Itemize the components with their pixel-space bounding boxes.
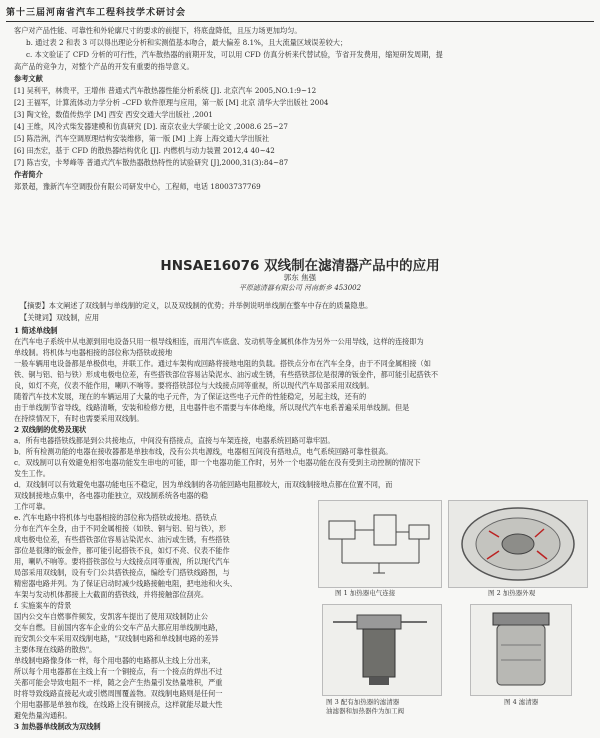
text-line: e. 汽车电路中将机体与电器相接的部位称为搭铁或接地。搭铁点 [14, 513, 217, 522]
text-line: 主要体现在线路的散热"。 [14, 645, 97, 654]
section-heading: 2 双线制的优势及现状 [14, 425, 87, 434]
text-line: d．双线制可以有效避免电器功能电压不稳定，因为单线制的各功能回路电阻都较大，而双线制接地点都在位置不同，而 [14, 480, 393, 489]
text-line: 由于单线制节省导线，线路清晰，安装和检修方便，且电器件也不需要与车体绝缘，所以现代汽车电系普遍采用单线制。但是 [14, 403, 410, 412]
figure-heater-photo [448, 500, 588, 588]
text-line: 分布在汽车全身，由于不同金属相接（如铁、铜与铝、铅与铁），形 [14, 524, 227, 533]
figure-caption: 图 1 加热器电气连接 [335, 589, 396, 597]
text-line: 铁、铜与铝、铅与铁）形成电极电位差，有些搭铁部位容易沾染泥水、油污或生锈，有些搭铁部位是很薄的钣金件，都可能引起搭铁不 [14, 370, 439, 379]
paper-title: HNSAE16076 双线制在滤清器产品中的应用 [160, 258, 440, 274]
wiring-diagram-svg [319, 501, 441, 587]
filter-illustration [323, 605, 441, 695]
text-line: c．双线制可以有效避免相邻电器功能发生串电的可能，即一个电器功能工作时，另外一个电器功能在没有受到主动控制的情况下 [14, 458, 421, 467]
text-line: 局部采用双线制，设有专门公共搭铁接点，编绘专门搭铁线路图，与 [14, 568, 230, 577]
text-line: 单线制。将机体与电器相接的部位称为搭铁或接地 [14, 348, 173, 357]
text-line: b．所有检测功能的电器在接收器都是单独布线，没有公共电源线，电器相互间没有搭地点，电气系统回路可靠性很高。 [14, 447, 393, 456]
abstract: 【摘要】本文阐述了双线制与单线制的定义，以及双线制的优势；并举例说明单线制在整车中存在的质量隐患。 [20, 301, 373, 310]
text-line: 单线制电路像身体一样，每个用电器的电路都从主线上分出来， [14, 656, 216, 665]
paper-affiliation: 平原滤清器有限公司 河南新乡 453002 [238, 284, 362, 292]
keywords: 【关键词】双线制，应用 [20, 313, 100, 322]
text-line: 工作可靠。 [14, 502, 50, 511]
figure-electrical-diagram [318, 500, 442, 588]
text-line: 一般车辆用电设备都是单极供电，并联工作。通过车架构成回路将接地电阻的负载。搭铁点分布在汽车全身，由于不同金属相接（如 [14, 359, 431, 368]
figure-caption: 图 2 加热器外观 [488, 589, 536, 597]
text-line: 部位是很薄的钣金件，都可能引起搭铁不良，如灯不亮、仪表不能作 [14, 546, 230, 555]
proceedings-header: 第十三届河南省汽车工程科技学术研讨会 [6, 5, 594, 22]
text-line: 车架与发动机体都接上大截面的搭铁线，并将接触部位刮亮。 [14, 590, 209, 599]
section-heading: 3 加热器单线制改为双线制 [14, 722, 101, 731]
author-info: 郑景超，豫新汽车空调股份有限公司研发中心，工程师，电话 18003737769 [14, 182, 261, 191]
author-info-heading: 作者简介 [14, 170, 43, 179]
text-line: 高产品的竞争力，对整个产品的开发有重要的指导意义。 [14, 62, 194, 71]
text-line: 精密器电路并列。为了保证启动时减少线路接触电阻，把电池和火头、 [14, 579, 237, 588]
text-line: 时将导致线路直接起火或引燃周围覆盖物。双线制电路则是任何一 [14, 689, 223, 698]
text-line: 在持续情况下，有时也需要采用双线制。 [14, 414, 144, 423]
paper-authors: 郭东 焦强 [283, 273, 317, 282]
references-heading: 参考文献 [14, 74, 43, 83]
reference-item: [2] 王福军，计算流体动力学分析 –CFD 软件原理与应用，第一版 [M] 北京 清华大学出版社 2004 [14, 98, 329, 107]
text-line: 国内公交车自燃事件频发，安凯客车提出了使用双线制防止公 [14, 612, 209, 621]
text-line: 发生工作。 [14, 469, 50, 478]
text-line: 双线制接地点集中，各电器功能独立，双线制系统各电器的稳 [14, 491, 209, 500]
text-line: a．所有电器搭铁线都是到公共接地点，中间没有搭接点，直接与车架连接，电器系统回路可靠牢固。 [14, 436, 335, 445]
text-line: c. 本文验证了 CFD 分析的可行性，汽车散热器的前期开发，可以用 CFD 仿真分析来代替试验，节省开发费用，缩短研发周期，提 [26, 50, 443, 59]
figure-filter [470, 604, 572, 696]
reference-item: [5] 陈浩洲，汽车空调原理结构安装维修，第一版 [M] 上海 上海交通大学出版社 [14, 134, 270, 143]
text-line: 关都可能会导致电阻不一样，随之会产生热量引发热量堆积，严重 [14, 678, 223, 687]
reference-item: [1] 吴利平，林贵平，王增伟 普通式汽车散热器性能分析系统 [J]. 北京汽车 2005,NO.1:9~12 [14, 86, 317, 95]
text-line: 用，喇叭不响等。要将搭铁部位与大线接点同等重视，所以现代汽车 [14, 557, 230, 566]
text-line: 交车自燃。目前国内客车企业的公交车产品大都应用单线制电路， [14, 623, 223, 632]
heater-illustration [449, 501, 587, 587]
figure-filter-with-heater [322, 604, 442, 696]
reference-item: [4] 王维，风冷式柴发器建模和仿真研究 [D]. 南京农业大学硕士论文 ,2008.6 25~27 [14, 122, 288, 131]
text-line: 避免热量沟通积。 [14, 711, 72, 720]
figure-caption: 图 4 滤清器 [504, 698, 539, 706]
text-line: 客户对产品性能、可靠性和外轮廓尺寸的要求的前提下，将底盘降低，且压力场更加均匀。 [14, 26, 302, 35]
reference-item: [6] 田杰宏，基于 CFD 的散热器结构优化 [J]. 内燃机与动力装置 2012,4 40~42 [14, 146, 275, 155]
text-line: 良，如灯不亮，仪表不能作用，喇叭不响等。要将搭铁部位与大线接点同等重视，所以现代汽车局部采用双线制。 [14, 381, 374, 390]
filter-canister-illustration [471, 605, 571, 695]
figure-subcaption: 油滤器和加热器件为加工阀 [326, 707, 404, 715]
text-line: 随着汽车技术发展，现在的车辆运用了大量的电子元件，为了保证这些电子元件的性能稳定，另起主线，还有的 [14, 392, 367, 401]
text-line: 成电极电位差，有些搭铁部位容易沾染泥水、油污或生锈，有些搭铁 [14, 535, 230, 544]
figure-caption: 图 3 配有加热器的滤清器 [326, 698, 400, 706]
text-line: b. 通过表 2 和表 3 可以得出理论分析和实测值基本吻合，最大偏差 8.1%，且大流量区域误差较大； [26, 38, 348, 47]
text-line: 而安凯公交车采用双线制电路，"双线制电路和单线制电路的差异 [14, 634, 219, 643]
reference-item: [3] 陶文铨，数值传热学 [M] 西安 西安交通大学出版社 ,2001 [14, 110, 213, 119]
text-line: f. 实施案车的背景 [14, 601, 72, 610]
text-line: 在汽车电子系统中从电源到用电设备只用一根导线相连，而用汽车底盘、发动机等金属机体作为另外一公用导线，这样的连接即为 [14, 337, 424, 346]
reference-item: [7] 陈吉安，卡琴峰等 普通式汽车散热器散热特性的试验研究 [J],2000,31(3):84~87 [14, 158, 289, 167]
text-line: 所以每个用电器都在主线上有一个铜接点，有一个接点的焊出不过 [14, 667, 223, 676]
text-line: 个用电器都是单独布线，在线路上没有铜接点，这样就能尽最大性 [14, 700, 223, 709]
section-heading: 1 简述单线制 [14, 326, 58, 335]
